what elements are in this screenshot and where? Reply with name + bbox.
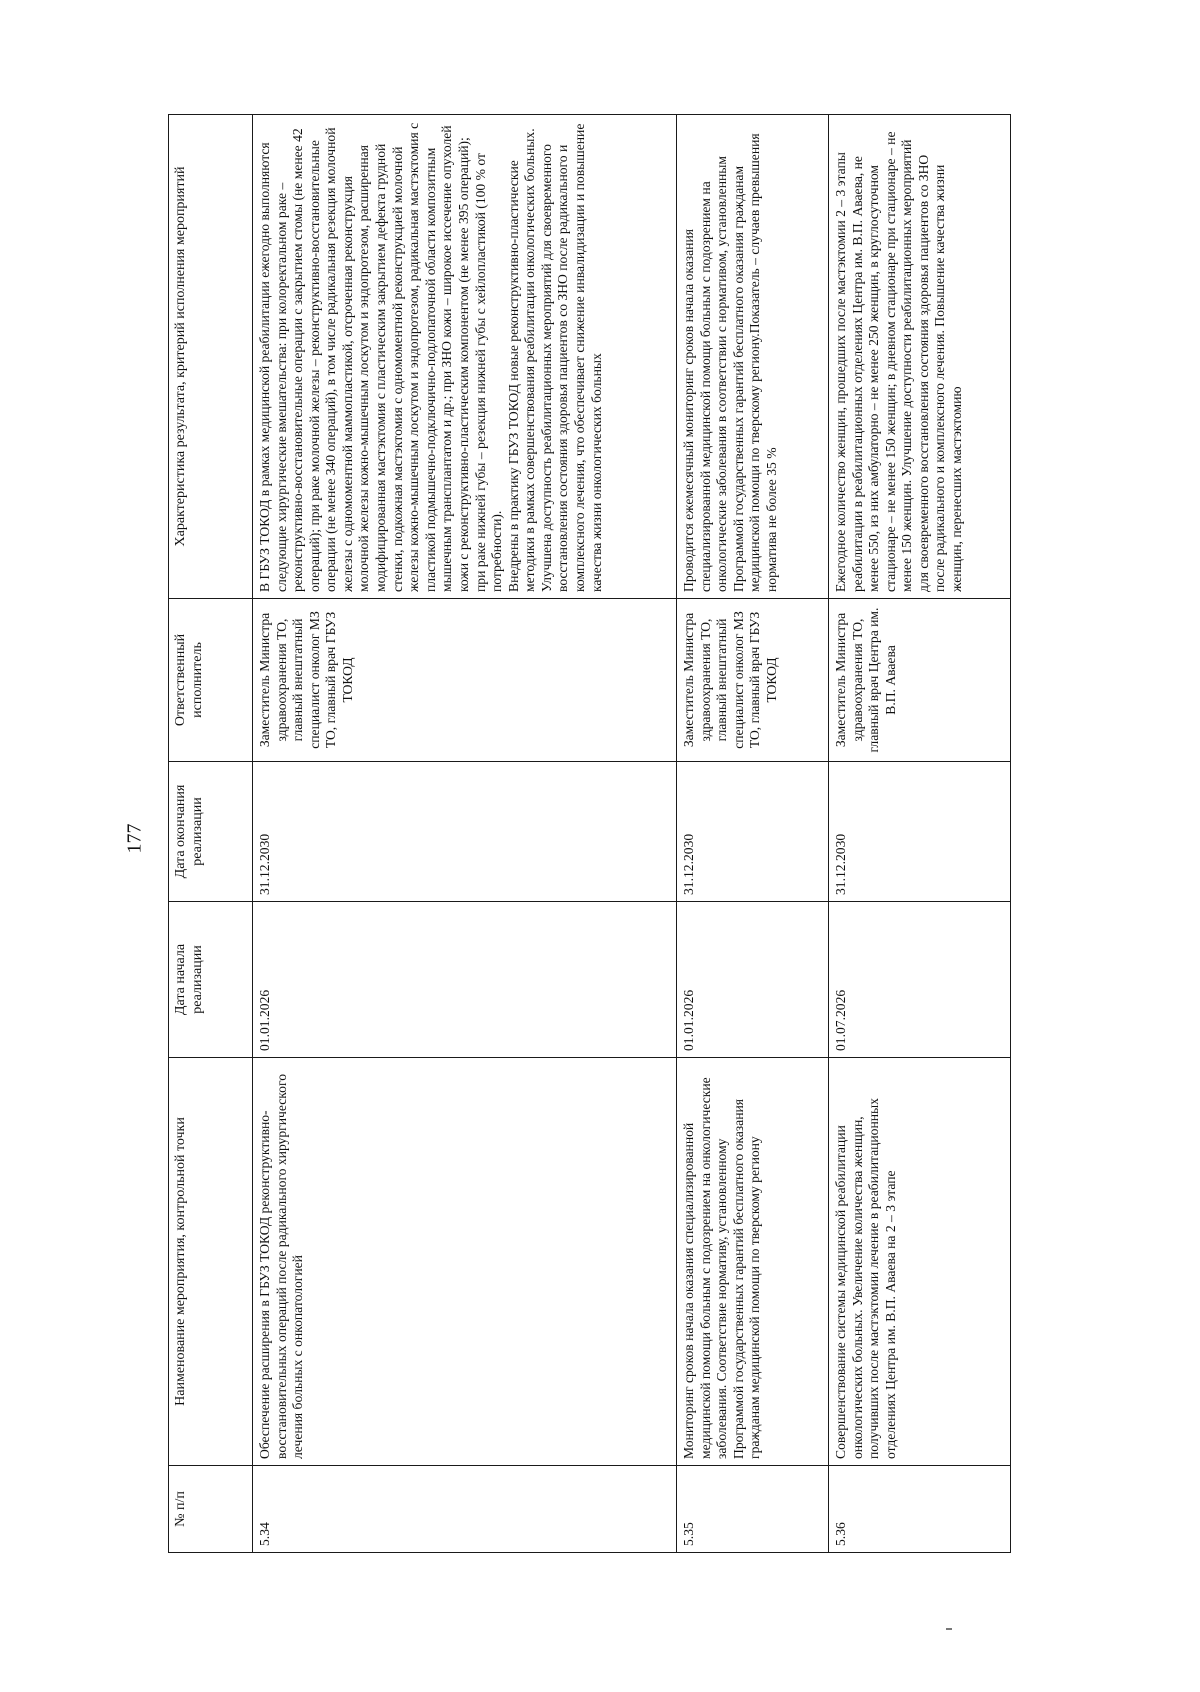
table-header-row bbox=[169, 115, 253, 1553]
table-row bbox=[677, 115, 829, 1553]
row-start-date: 01.01.2026 bbox=[677, 902, 829, 1058]
row-num: 5.36 bbox=[829, 1466, 1011, 1553]
page-number: 177 bbox=[123, 823, 146, 854]
row-num: 5.34 bbox=[253, 1466, 677, 1553]
row-num: 5.35 bbox=[677, 1466, 829, 1553]
row-result: Ежегодное количество женщин, прошедших после мастэктомии 2 – 3 этапы реабилитации в реабилитационных отделениях Центра им. В.П. Аваева, не менее 550, из них амбулаторно – не менее 250 женщин, в круглосуточном стационаре – не менее 150 женщин; в дневном стационаре при стационаре – не менее 150 женщин. Улучшение доступности реабилитационных мероприятий для своевременного восстановления состояния здоровья пациентов со ЗНО после радикального и комплексного лечения. Повышение качества жизни женщин, перенесших мастэктомию bbox=[829, 115, 1011, 599]
row-start-date: 01.07.2026 bbox=[829, 902, 1011, 1058]
header-result: Характеристика результата, критерий исполнения мероприятий bbox=[169, 115, 253, 599]
header-name: Наименование мероприятия, контрольной точки bbox=[169, 1058, 253, 1466]
row-responsible: Заместитель Министра здравоохранения ТО, главный врач Центра им. В.П. Аваева bbox=[829, 599, 1011, 762]
row-result: Проводится ежемесячный мониторинг сроков начала оказания специализированной медицинской помощи больным с подозрением на онкологические заболевания в соответствии с нормативом, установленным Программой государственных гарантий бесплатного оказания гражданам медицинской помощи по тверскому региону.Показатель – случаев превышения норматива не более 35 % bbox=[677, 115, 829, 599]
rotated-table-container bbox=[168, 115, 1010, 1553]
row-start-date: 01.01.2026 bbox=[253, 902, 677, 1058]
row-name: Совершенствование системы медицинской реабилитации онкологических больных. Увеличение количества женщин, получивших после мастэктомии лечение в реабилитационных отделениях Центра им. В.П. Аваева на 2 – 3 этапе bbox=[829, 1058, 1011, 1466]
header-num: № п/п bbox=[169, 1466, 253, 1553]
header-end: Дата окончания реализации bbox=[169, 762, 253, 902]
row-name: Мониторинг сроков начала оказания специализированной медицинской помощи больным с подозрением на онкологические заболевания. Соответствие нормативу, установленному Программой государственных гарантий бесплатного оказания гражданам медицинской помощи по тверскому региону bbox=[677, 1058, 829, 1466]
table-row bbox=[253, 115, 677, 1553]
row-responsible: Заместитель Министра здравоохранения ТО, главный внештатный специалист онколог МЗ ТО, главный врач ГБУЗ ТОКОД bbox=[253, 599, 677, 762]
scan-artifact-mark bbox=[946, 1628, 952, 1630]
header-start: Дата начала реализации bbox=[169, 902, 253, 1058]
row-end-date: 31.12.2030 bbox=[253, 762, 677, 902]
row-end-date: 31.12.2030 bbox=[829, 762, 1011, 902]
measures-table bbox=[168, 114, 1011, 1553]
header-responsible: Ответственный исполнитель bbox=[169, 599, 253, 762]
table-row bbox=[829, 115, 1011, 1553]
row-name: Обеспечение расширения в ГБУЗ ТОКОД реконструктивно-восстановительных операций после радикального хирургического лечения больных с онкопатологией bbox=[253, 1058, 677, 1466]
row-responsible: Заместитель Министра здравоохранения ТО, главный внештатный специалист онколог МЗ ТО, главный врач ГБУЗ ТОКОД bbox=[677, 599, 829, 762]
row-end-date: 31.12.2030 bbox=[677, 762, 829, 902]
row-result: В ГБУЗ ТОКОД в рамках медицинской реабилитации ежегодно выполняются следующие хирургические вмешательства: при колоректальном раке – реконструктивно-восстановительные операции с закрытием стомы (не менее 42 операций); при раке молочной железы – реконструктивно-восстановительные операции (не менее 340 операций), в том числе радикальная резекция молочной железы с одномоментной маммопластикой, отсроченная реконструкция молочной железы кожно-мышечным лоскутом и эндопротезом, расширенная модифицированная мастэктомия с пластическим закрытием дефекта грудной стенки, подкожная мастэктомия с одномоментной реконструкцией молочной железы кожно-мышечным лоскутом и эндопротезом, радикальная мастэктомия с пластикой подмышечно-подключично-подлопаточной области композитным мышечным трансплантатом и др.; при ЗНО кожи – широкое иссечение опухолей кожи с реконструктивно-пластическим компонентом (не менее 395 операций); при раке нижней губы – резекция нижней губы с хейлопластикой (100 % от потребности). Внедрены в практику ГБУЗ ТОКОД новые реконструктивно-пластические методики в рамках совершенствования реабилитации онкологических больных. Улучшена доступность реабилитационных мероприятий для своевременного восстановления состояния здоровья пациентов со ЗНО после радикального и комплексного лечения, что обеспечивает снижение инвалидизации и повышение качества жизни онкологических больных bbox=[253, 115, 677, 599]
